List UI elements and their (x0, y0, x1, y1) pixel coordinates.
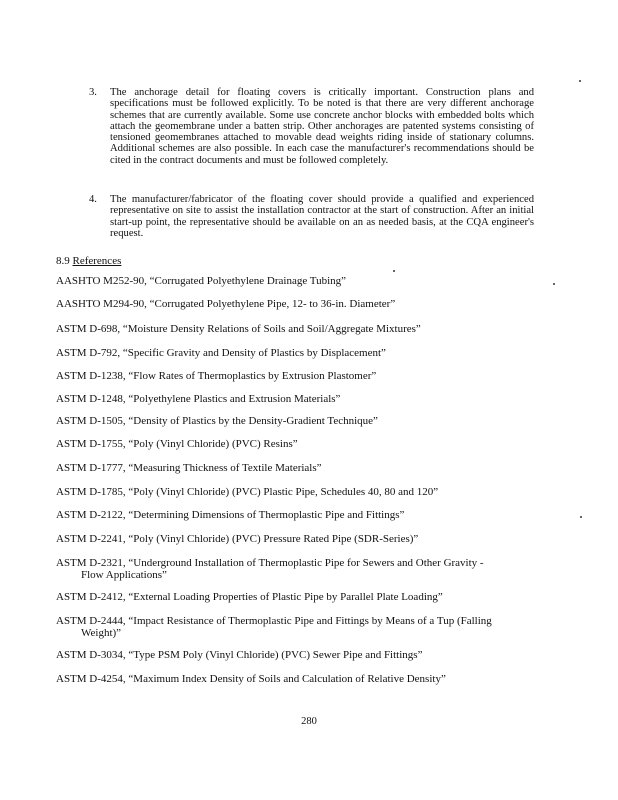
item-text: The manufacturer/fabricator of the floating cover should provide a qualified and experienced representative on site to assist the installation contractor at the start of construction. After an initial start-up point, the representative should be available on an as needed basis, at the CQA engineer's request. (110, 194, 534, 239)
numbered-item-4 (89, 194, 534, 239)
reference-item: AASHTO M252-90, “Corrugated Polyethylene Drainage Tubing” (56, 275, 347, 287)
reference-item: ASTM D-2444, “Impact Resistance of Thermoplastic Pipe and Fittings by Means of a Tup (Falling Weight)” (56, 615, 492, 639)
reference-item: ASTM D-1248, “Polyethylene Plastics and Extrusion Materials” (56, 393, 341, 405)
scan-speck (393, 270, 395, 272)
reference-item: ASTM D-792, “Specific Gravity and Density of Plastics by Displacement” (56, 347, 386, 359)
reference-item: ASTM D-2412, “External Loading Properties of Plastic Pipe by Parallel Plate Loading” (56, 591, 443, 603)
item-number: 4. (89, 194, 97, 205)
reference-item: ASTM D-4254, “Maximum Index Density of Soils and Calculation of Relative Density” (56, 673, 446, 685)
scan-speck (553, 283, 555, 285)
reference-item: ASTM D-1238, “Flow Rates of Thermoplastics by Extrusion Plastomer” (56, 370, 377, 382)
page-number: 280 (301, 716, 317, 727)
section-heading (56, 255, 121, 267)
reference-item: ASTM D-1785, “Poly (Vinyl Chloride) (PVC) Plastic Pipe, Schedules 40, 80 and 120” (56, 486, 439, 498)
item-text: The anchorage detail for floating covers is critically important. Construction plans and specifications must be followed explicitly. To be noted is that there are very different anchorage schemes that are currently available. Some use concrete anchor blocks with embedded bolts which attach the geomembrane under a batten strip. Other anchorages are patented systems consisting of tensioned geomembranes attached to movable dead weights riding inside of stationary columns. Additional schemes are also possible. In each case the manufacturer's recommendations should be cited in the contract documents and must be followed completely. (110, 87, 534, 166)
reference-item: AASHTO M294-90, “Corrugated Polyethylene Pipe, 12- to 36-in. Diameter” (56, 298, 396, 310)
scan-speck (580, 516, 582, 518)
reference-item: ASTM D-2241, “Poly (Vinyl Chloride) (PVC) Pressure Rated Pipe (SDR-Series)” (56, 533, 419, 545)
reference-item: ASTM D-1505, “Density of Plastics by the Density-Gradient Technique” (56, 415, 378, 427)
item-number: 3. (89, 87, 97, 98)
scan-speck (579, 80, 581, 82)
reference-item: ASTM D-698, “Moisture Density Relations of Soils and Soil/Aggregate Mixtures” (56, 323, 421, 335)
numbered-item-3 (89, 87, 534, 166)
section-number: 8.9 (56, 255, 70, 267)
section-title: References (72, 255, 122, 267)
reference-item: ASTM D-1777, “Measuring Thickness of Textile Materials” (56, 462, 322, 474)
reference-item: ASTM D-3034, “Type PSM Poly (Vinyl Chloride) (PVC) Sewer Pipe and Fittings” (56, 649, 423, 661)
reference-item: ASTM D-1755, “Poly (Vinyl Chloride) (PVC) Resins” (56, 438, 298, 450)
reference-item: ASTM D-2122, “Determining Dimensions of Thermoplastic Pipe and Fittings” (56, 509, 405, 521)
reference-item: ASTM D-2321, “Underground Installation of Thermoplastic Pipe for Sewers and Other Gravity - Flow Applications” (56, 557, 484, 581)
